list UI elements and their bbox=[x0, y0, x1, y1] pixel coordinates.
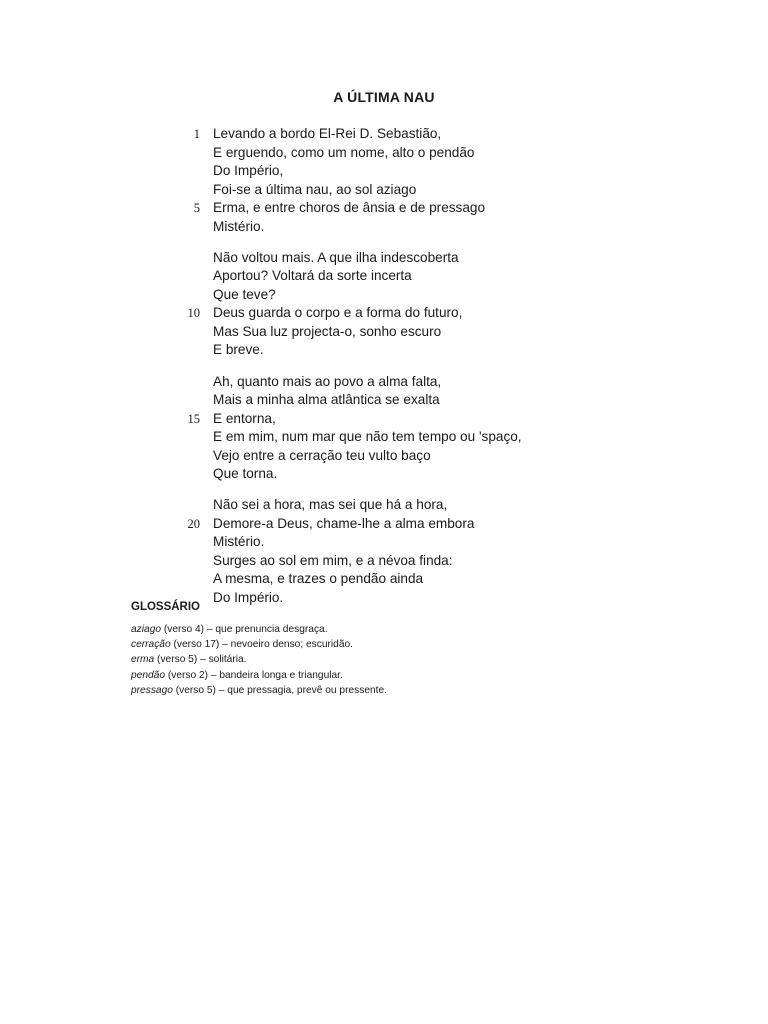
poem-line: Levando a bordo El-Rei D. Sebastião, bbox=[213, 126, 442, 141]
glossary-definition: (verso 17) – nevoeiro denso; escuridão. bbox=[170, 639, 353, 651]
poem-line: Vejo entre a cerração teu vulto baço bbox=[213, 447, 431, 463]
line-number: 15 bbox=[187, 411, 200, 426]
line-number: 1 bbox=[193, 127, 200, 141]
glossary-entry bbox=[131, 669, 343, 682]
line-number: 20 bbox=[187, 516, 200, 531]
glossary-entry bbox=[131, 623, 328, 636]
glossary-term: erma bbox=[131, 654, 155, 666]
poem-line: Do Império, bbox=[213, 163, 284, 178]
poem-line: A mesma, e trazes o pendão ainda bbox=[213, 571, 424, 587]
glossary-definition: (verso 4) – que prenuncia desgraça. bbox=[161, 624, 328, 635]
poem-line: Mistério. bbox=[213, 534, 265, 550]
page-title: A ÚLTIMA NAU bbox=[333, 89, 435, 105]
poem-line: Surges ao sol em mim, e a névoa finda: bbox=[213, 552, 453, 568]
glossary-entry bbox=[131, 653, 247, 666]
poem-line: E erguendo, como um nome, alto o pendão bbox=[213, 144, 475, 160]
poem-line: E em mim, num mar que não tem tempo ou 'spaço, bbox=[213, 429, 522, 445]
line-number: 5 bbox=[193, 201, 200, 215]
glossary-term: cerração bbox=[131, 639, 171, 651]
glossary-definition: (verso 5) – que pressagia, prevê ou pressente. bbox=[172, 684, 387, 696]
poem-line: Mais a minha alma atlântica se exalta bbox=[213, 392, 440, 408]
glossary-term: pendão bbox=[131, 669, 165, 681]
glossary-entry bbox=[131, 684, 387, 697]
poem-line: Aportou? Voltará da sorte incerta bbox=[213, 268, 412, 284]
glossary-term: aziago bbox=[131, 624, 162, 635]
glossary-definition: (verso 5) – solitária. bbox=[154, 654, 247, 666]
poem-line: Deus guarda o corpo e a forma do futuro, bbox=[213, 305, 463, 321]
glossary-term: pressago bbox=[131, 684, 173, 696]
poem-line: Foi-se a última nau, ao sol aziago bbox=[213, 181, 417, 197]
line-number: 10 bbox=[187, 306, 200, 321]
glossary-entry bbox=[131, 638, 353, 651]
poem-line: Do Império. bbox=[213, 589, 284, 605]
poem-line: Não voltou mais. A que ilha indescoberta bbox=[213, 249, 459, 265]
poem-line: E entorna, bbox=[213, 410, 276, 426]
poem-line: Erma, e entre choros de ânsia e de pressago bbox=[213, 200, 486, 215]
glossary-title: GLOSSÁRIO bbox=[131, 601, 201, 613]
poem-line: Mas Sua luz projecta-o, sonho escuro bbox=[213, 323, 442, 339]
poem-line: Ah, quanto mais ao povo a alma falta, bbox=[213, 373, 442, 389]
poem-line: E breve. bbox=[213, 342, 264, 358]
poem-line: Mistério. bbox=[213, 218, 265, 234]
poem-line: Demore-a Deus, chame-lhe a alma embora bbox=[213, 515, 475, 531]
poem-line: Que torna. bbox=[213, 466, 278, 482]
glossary-definition: (verso 2) – bandeira longa e triangular. bbox=[165, 669, 343, 681]
poem-line: Que teve? bbox=[213, 286, 276, 302]
poem-line: Não sei a hora, mas sei que há a hora, bbox=[213, 497, 448, 513]
